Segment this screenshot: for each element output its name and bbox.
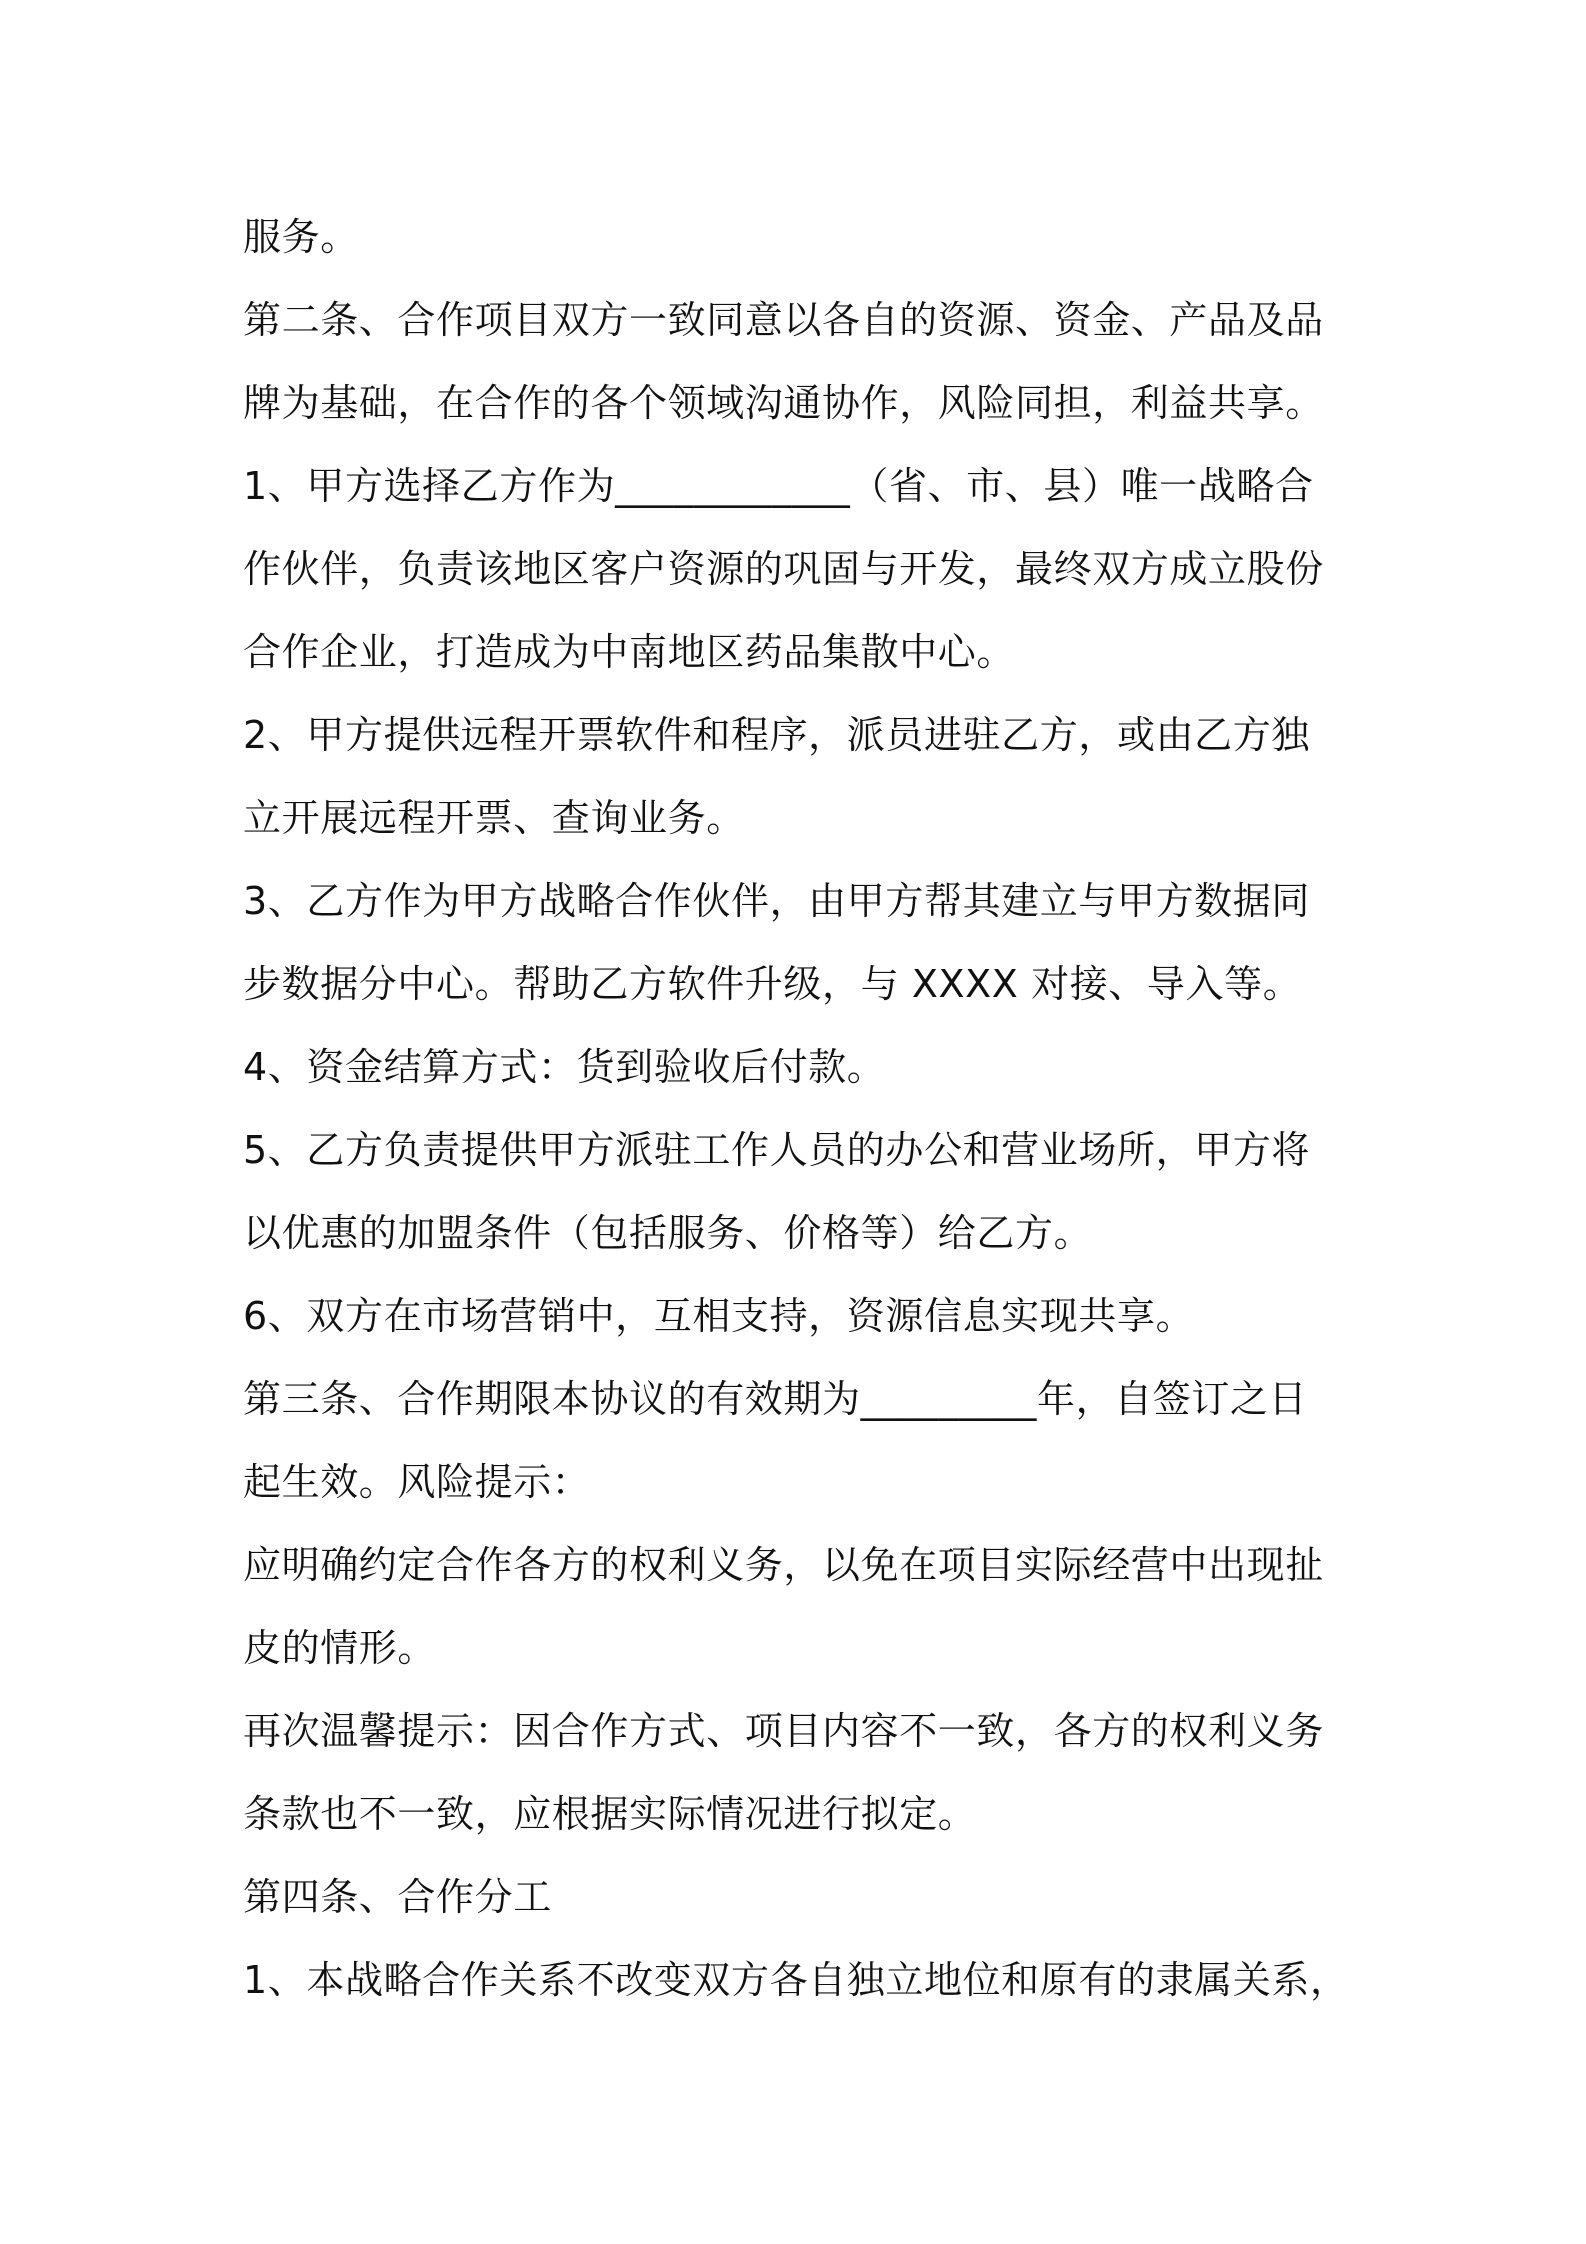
text-line: 再次温馨提示：因合作方式、项目内容不一致，各方的权利义务 xyxy=(243,1709,1324,1753)
text-line: 1、本战略合作关系不改变双方各自独立地位和原有的隶属关系， xyxy=(243,1958,1349,2002)
text-line: 第三条、合作期限本协议的有效期为_________年，自签订之日 xyxy=(243,1377,1308,1421)
text-line: 2、甲方提供远程开票软件和程序，派员进驻乙方，或由乙方独 xyxy=(243,713,1310,757)
text-line: 起生效。风险提示： xyxy=(243,1460,591,1504)
text-line: 1、甲方选择乙方作为____________（省、市、县）唯一战略合 xyxy=(243,464,1314,508)
text-line: 步数据分中心。帮助乙方软件升级，与 XXXX 对接、导入等。 xyxy=(243,962,1302,1006)
text-line: 合作企业，打造成为中南地区药品集散中心。 xyxy=(243,630,1016,674)
text-line: 6、双方在市场营销中，互相支持，资源信息实现共享。 xyxy=(243,1294,1195,1338)
text-line: 应明确约定合作各方的权利义务，以免在项目实际经营中出现扯 xyxy=(243,1543,1324,1587)
text-line: 皮的情形。 xyxy=(243,1626,437,1670)
text-line: 牌为基础，在合作的各个领域沟通协作，风险同担，利益共享。 xyxy=(243,381,1324,425)
text-line: 立开展远程开票、查询业务。 xyxy=(243,796,745,840)
text-line: 以优惠的加盟条件（包括服务、价格等）给乙方。 xyxy=(243,1211,1093,1255)
text-line: 5、乙方负责提供甲方派驻工作人员的办公和营业场所，甲方将 xyxy=(243,1128,1310,1172)
text-line: 第四条、合作分工 xyxy=(243,1875,552,1919)
text-line: 作伙伴，负责该地区客户资源的巩固与开发，最终双方成立股份 xyxy=(243,547,1324,591)
text-line: 服务。 xyxy=(243,215,359,259)
text-line: 3、乙方作为甲方战略合作伙伴，由甲方帮其建立与甲方数据同 xyxy=(243,879,1310,923)
text-line: 第二条、合作项目双方一致同意以各自的资源、资金、产品及品 xyxy=(243,298,1324,342)
text-line: 4、资金结算方式：货到验收后付款。 xyxy=(243,1045,886,1089)
document-body xyxy=(243,196,1363,2022)
text-line: 条款也不一致，应根据实际情况进行拟定。 xyxy=(243,1792,977,1836)
